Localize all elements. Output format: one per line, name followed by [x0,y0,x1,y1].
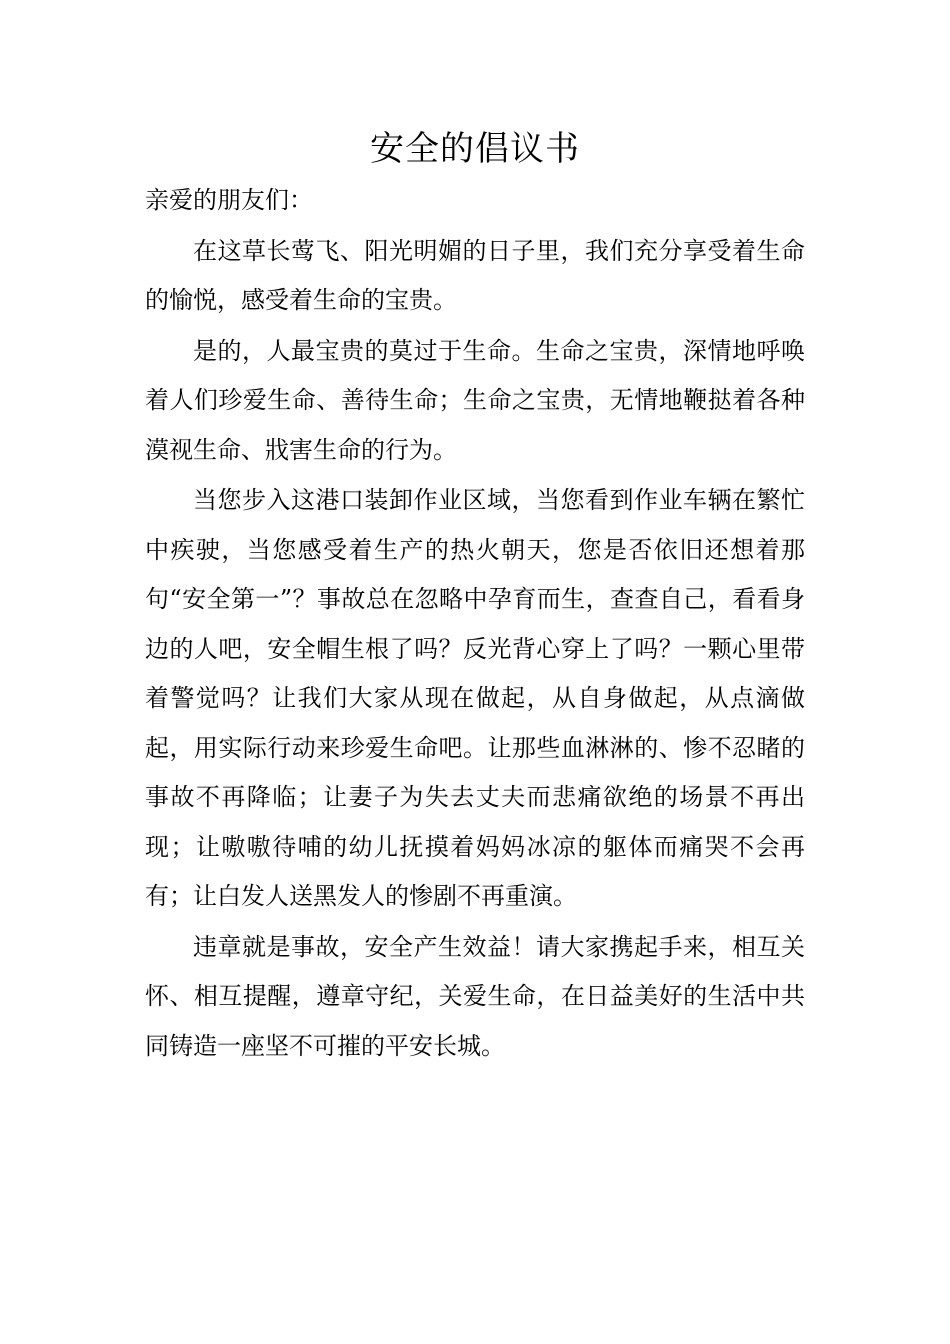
salutation: 亲爱的朋友们： [145,186,313,214]
paragraph-1: 在这草长莺飞、阳光明媚的日子里，我们充分享受着生命的愉悦，感受着生命的宝贵。 [145,236,805,314]
paragraph-4: 违章就是事故，安全产生效益！请大家携起手来，相互关怀、相互提醒，遵章守纪，关爱生命，在日益美好的生活中共同铸造一座坚不可摧的平安长城。 [145,932,805,1060]
document-body [145,176,805,1072]
document-title: 安全的倡议书 [370,129,580,169]
paragraph-2: 是的，人最宝贵的莫过于生命。生命之宝贵，深情地呼唤着人们珍爱生命、善待生命；生命之宝贵，无情地鞭挞着各种漠视生命、戕害生命的行为。 [145,336,805,464]
paragraph-3: 当您步入这港口装卸作业区域，当您看到作业车辆在繁忙中疾驶，当您感受着生产的热火朝天，您是否依旧还想着那句“安全第一”？事故总在忽略中孕育而生，查查自己，看看身边的人吧，安全帽生根了吗？反光背心穿上了吗？一颗心里带着警觉吗？让我们大家从现在做起，从自身做起，从点滴做起，用实际行动来珍爱生命吧。让那些血淋淋的、惨不忍睹的事故不再降临；让妻子为失去丈夫而悲痛欲绝的场景不再出现；让嗷嗷待哺的幼儿抚摸着妈妈冰凉的躯体而痛哭不会再有；让白发人送黑发人的惨剧不再重演。 [145,486,805,910]
